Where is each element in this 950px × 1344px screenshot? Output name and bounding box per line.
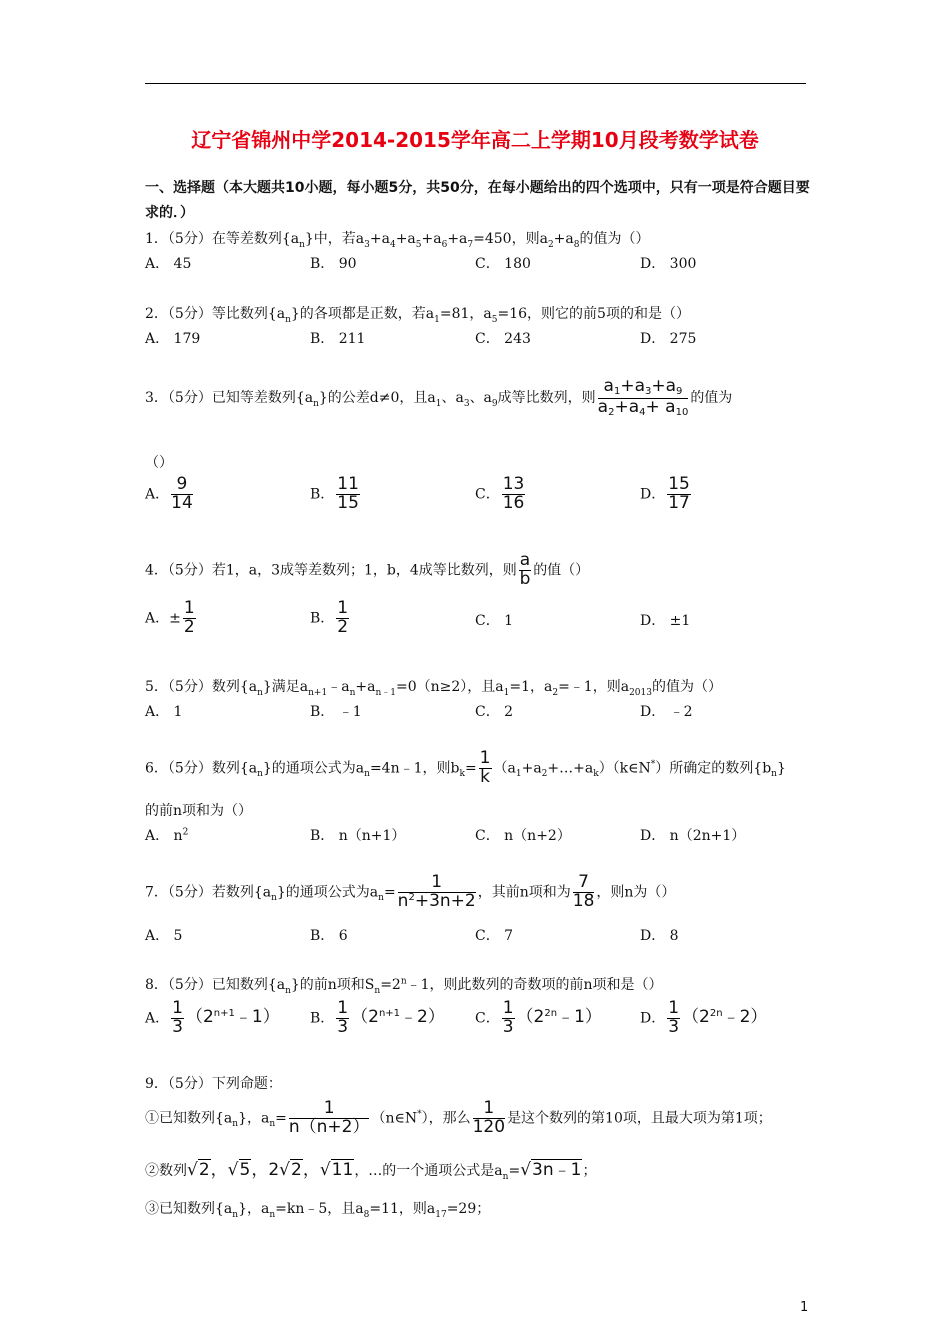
question-4: 4．（5分）若1，a，3成等差数列；1，b，4成等比数列，则 $\frac{a}{b}$ 的值（） xyxy=(145,550,590,589)
q8-option-d: D． $\frac{1}{3}$ $(2^{2n}﹣2)$ xyxy=(640,998,768,1037)
q6-option-d: D． n（2n+1） xyxy=(640,828,746,844)
q5-option-b: B． ﹣1 xyxy=(310,704,362,720)
q2-option-b: B． 211 xyxy=(310,331,366,347)
q1-option-d: D． 300 xyxy=(640,256,697,272)
q5-option-a: A． 1 xyxy=(145,704,183,720)
question-7: 7．（5分）若数列$\{a_n\}$的通项公式为$a_n=$ $\frac{1}{n^2+3n+2}$ ，其前n项和为 $\frac{7}{18}$ ，则n为（） xyxy=(145,872,676,911)
question-9: 9．（5分）下列命题： xyxy=(145,1076,282,1092)
question-6: 6．（5分）数列$\{a_n\}$的通项公式为$a_n=4n﹣1$，则$b_k=$ $\frac{1}{k}$ $(a_1+a_2+\dots+a_k)(k\in N^*)$所确定的数列$\{b_n\}$ xyxy=(145,748,786,787)
question-3: 3．（5分）已知等差数列$\{a_n\}$的公差d≠0，且$a_1$、$a_3$、$a_9$成等比数列，则 $\frac{a1+a3+a9}{a2+a4+ a10}$ 的值为 xyxy=(145,376,733,418)
q8-option-c: C． $\frac{1}{3}$ $(2^{2n}﹣1)$ xyxy=(475,998,602,1037)
question-8: 8．（5分）已知数列$\{a_n\}$的前n项和$S_n=2^n﹣1$，则此数列的奇数项的前n项和是（） xyxy=(145,976,663,996)
q9-statement-2: ②数列√2，√5，2√2，√11，…的一个通项公式是$a_n=√3n﹣1$； xyxy=(145,1160,597,1182)
q2-option-c: C． 243 xyxy=(475,331,531,347)
q9-statement-1: ①已知数列$\{a_n\}$，$a_n=$ $\frac{1}{n(n+2)}$ （n∈N*），那么 $\frac{1}{120}$ 是这个数列的第10项，且最大项为第1项； xyxy=(145,1098,772,1137)
q3-option-c: C． $\frac{13}{16}$ xyxy=(475,474,525,513)
q3-option-b: B． $\frac{11}{15}$ xyxy=(310,474,359,513)
q7-option-d: D． 8 xyxy=(640,928,679,944)
q1-option-a: A． 45 xyxy=(145,256,192,272)
q1-option-b: B． 90 xyxy=(310,256,357,272)
q3-option-d: D． $\frac{15}{17}$ xyxy=(640,474,690,513)
q6-option-c: C． n（n+2） xyxy=(475,828,571,844)
q7-option-a: A． 5 xyxy=(145,928,183,944)
q5-option-c: C． 2 xyxy=(475,704,514,720)
header-rule xyxy=(145,83,806,84)
q4-option-d: D． ±1 xyxy=(640,613,691,629)
question-5: 5．（5分）数列$\{a_n\}$满足$a_{n+1}﹣a_n+a_{n﹣1}=0(n\ge 2)$，且$a_1=1$，$a_2=﹣1$，则$a_{2013}$的值为（） xyxy=(145,679,722,698)
question-2: 2．（5分）等比数列$\{a_n\}$的各项都是正数，若$a_1=81$，$a_5=16$，则它的前5项的和是（） xyxy=(145,306,690,325)
q1-option-c: C． 180 xyxy=(475,256,531,272)
q7-option-c: C． 7 xyxy=(475,928,514,944)
q2-option-d: D． 275 xyxy=(640,331,697,347)
q6-option-a: A． $n^2$ xyxy=(145,827,189,844)
q4-option-c: C． 1 xyxy=(475,613,514,629)
q3-option-a: A． $\frac{9}{14}$ xyxy=(145,474,193,513)
q6-option-b: B． n（n+1） xyxy=(310,828,406,844)
question-6-cont: 的前n项和为（） xyxy=(145,803,253,819)
q7-option-b: B． 6 xyxy=(310,928,348,944)
q3-fraction: $\frac{a1+a3+a9}{a2+a4+ a10}$ xyxy=(597,376,689,418)
q8-option-a: A． $\frac{1}{3}$ $(2^{n+1}﹣1)$ xyxy=(145,998,280,1037)
question-1: 1．（5分）在等差数列$\{a_n\}$中，若$a_3+a_4+a_5+a_6+a_7=450$，则$a_2+a_8$的值为（） xyxy=(145,231,650,250)
question-3-bracket: （） xyxy=(145,455,173,471)
q5-option-d: D． ﹣2 xyxy=(640,704,693,720)
page-title: 辽宁省锦州中学2014-2015学年高二上学期10月段考数学试卷 xyxy=(191,128,759,152)
q8-option-b: B． $\frac{1}{3}$ $(2^{n+1}﹣2)$ xyxy=(310,998,445,1037)
section-heading: 一、选择题（本大题共10小题，每小题5分，共50分，在每小题给出的四个选项中，只有一项是符合题目要求的．） xyxy=(145,180,810,221)
q4-option-a: A．± $\frac{1}{2}$ xyxy=(145,598,195,637)
q2-option-a: A． 179 xyxy=(145,331,201,347)
page-number: 1 xyxy=(800,1300,809,1315)
q9-statement-3: ③已知数列$\{a_n\}$，$a_n=kn﹣5$，且$a_8=11$，则$a_{17}=29$； xyxy=(145,1201,491,1220)
q4-option-b: B． $\frac{1}{2}$ xyxy=(310,598,349,637)
